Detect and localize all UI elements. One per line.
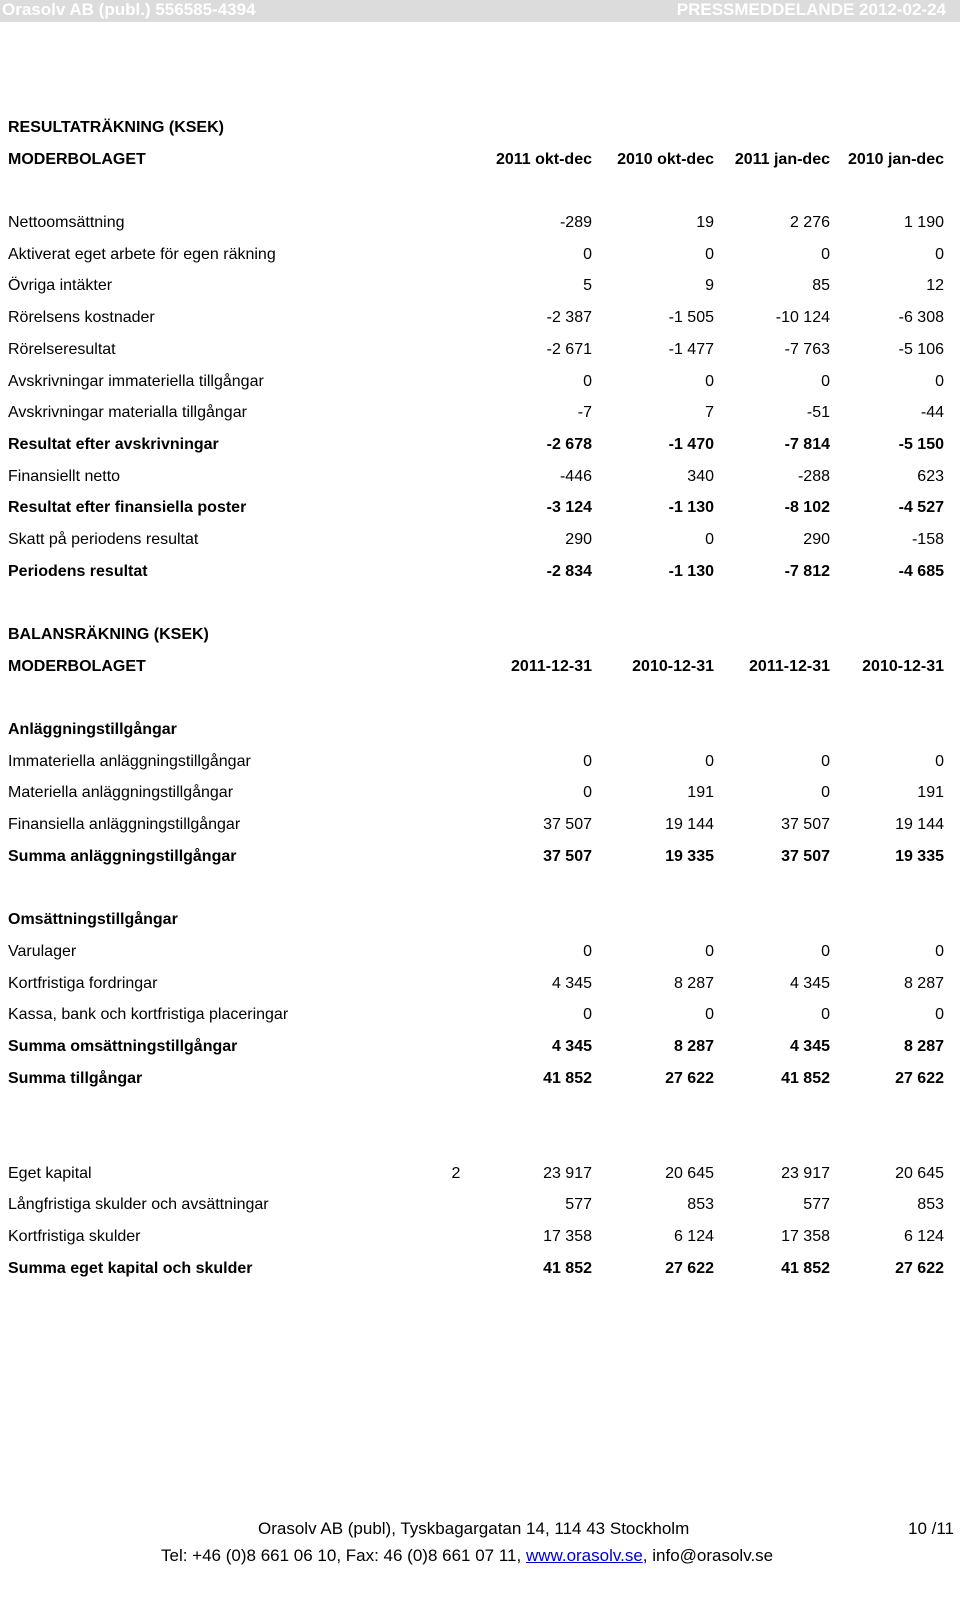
income-statement-title bbox=[8, 112, 954, 144]
row-value: -4 527 bbox=[898, 499, 944, 517]
entity-label: MODERBOLAGET bbox=[8, 150, 146, 168]
row-value: -51 bbox=[806, 404, 830, 422]
row-value: -288 bbox=[797, 467, 830, 485]
column-header: 2010-12-31 bbox=[862, 657, 944, 675]
table-row bbox=[8, 239, 954, 271]
row-value: 623 bbox=[917, 467, 944, 485]
row-value: 4 345 bbox=[789, 1037, 830, 1055]
row-value: 4 345 bbox=[551, 1037, 592, 1055]
row-value: 340 bbox=[687, 467, 714, 485]
financial-statements bbox=[8, 112, 954, 1284]
row-value: 0 bbox=[705, 942, 714, 960]
row-label: Resultat efter avskrivningar bbox=[8, 435, 219, 453]
row-value: 5 bbox=[583, 277, 592, 295]
row-value: -6 308 bbox=[898, 309, 944, 327]
table-row bbox=[8, 556, 954, 588]
row-label: Summa anläggningstillgångar bbox=[8, 847, 237, 865]
row-value: 853 bbox=[687, 1196, 714, 1214]
row-value: 27 622 bbox=[895, 1259, 944, 1277]
row-value: 0 bbox=[583, 942, 592, 960]
row-value: 41 852 bbox=[781, 1069, 830, 1087]
spacer-row bbox=[8, 175, 954, 207]
row-value: 9 bbox=[705, 277, 714, 295]
table-row bbox=[8, 1063, 954, 1095]
table-row bbox=[8, 1253, 954, 1285]
row-value: 6 124 bbox=[673, 1228, 714, 1246]
table-row bbox=[8, 524, 954, 556]
row-value: 0 bbox=[935, 752, 944, 770]
row-value: 8 287 bbox=[673, 1037, 714, 1055]
table-row bbox=[8, 1031, 954, 1063]
row-value: -7 812 bbox=[784, 562, 830, 580]
row-label: Resultat efter finansiella poster bbox=[8, 499, 247, 517]
row-value: 41 852 bbox=[781, 1259, 830, 1277]
row-value: 2 276 bbox=[789, 214, 830, 232]
income-header-row bbox=[8, 144, 954, 176]
balance-sheet-title bbox=[8, 619, 954, 651]
row-value: 6 124 bbox=[903, 1228, 944, 1246]
row-value: 41 852 bbox=[543, 1259, 592, 1277]
row-value: -1 477 bbox=[668, 340, 714, 358]
row-value: 19 335 bbox=[895, 847, 944, 865]
row-value: 290 bbox=[803, 530, 830, 548]
row-value: 20 645 bbox=[895, 1164, 944, 1182]
table-row bbox=[8, 1189, 954, 1221]
row-label: Långfristiga skulder och avsättningar bbox=[8, 1196, 269, 1214]
row-label: Eget kapital bbox=[8, 1164, 92, 1182]
row-value: -44 bbox=[920, 404, 944, 422]
row-value: -1 505 bbox=[668, 309, 714, 327]
row-value: 853 bbox=[917, 1196, 944, 1214]
row-label: Kortfristiga skulder bbox=[8, 1228, 141, 1246]
row-value: 7 bbox=[705, 404, 714, 422]
row-value: 0 bbox=[821, 372, 830, 390]
footer-phone-fax: Tel: +46 (0)8 661 06 10, Fax: 46 (0)8 661 07 11, bbox=[161, 1546, 526, 1565]
row-value: 0 bbox=[935, 372, 944, 390]
row-label: Avskrivningar immateriella tillgångar bbox=[8, 372, 264, 390]
row-value: 17 358 bbox=[781, 1228, 830, 1246]
row-label: Övriga intäkter bbox=[8, 277, 113, 295]
table-row bbox=[8, 968, 954, 1000]
row-label: Periodens resultat bbox=[8, 562, 148, 580]
row-value: 0 bbox=[821, 784, 830, 802]
row-value: 37 507 bbox=[781, 847, 830, 865]
row-label: Summa tillgångar bbox=[8, 1069, 143, 1087]
header-press-release-date: PRESSMEDDELANDE 2012-02-24 bbox=[676, 0, 946, 19]
row-value: 27 622 bbox=[665, 1259, 714, 1277]
row-value: 0 bbox=[705, 245, 714, 263]
column-header: 2010-12-31 bbox=[632, 657, 714, 675]
row-value: -5 150 bbox=[898, 435, 944, 453]
current-assets-heading-text: Omsättningstillgångar bbox=[8, 911, 178, 929]
table-row bbox=[8, 746, 954, 778]
row-label: Materiella anläggningstillgångar bbox=[8, 784, 234, 802]
table-row bbox=[8, 841, 954, 873]
table-row bbox=[8, 777, 954, 809]
row-value: 37 507 bbox=[543, 847, 592, 865]
row-label: Immateriella anläggningstillgångar bbox=[8, 752, 251, 770]
entity-label: MODERBOLAGET bbox=[8, 657, 146, 675]
row-value: -5 106 bbox=[898, 340, 944, 358]
row-value: 0 bbox=[583, 372, 592, 390]
row-label: Summa omsättningstillgångar bbox=[8, 1037, 238, 1055]
spacer-row bbox=[8, 682, 954, 714]
row-value: 19 335 bbox=[665, 847, 714, 865]
column-header: 2011 okt-dec bbox=[495, 150, 592, 168]
row-value: 0 bbox=[705, 752, 714, 770]
row-value: 0 bbox=[821, 942, 830, 960]
table-row bbox=[8, 429, 954, 461]
row-value: -2 387 bbox=[546, 309, 592, 327]
spacer-row bbox=[8, 873, 954, 905]
row-value: 1 190 bbox=[903, 214, 944, 232]
row-value: 4 345 bbox=[789, 974, 830, 992]
row-label: Skatt på periodens resultat bbox=[8, 530, 199, 548]
row-value: -1 130 bbox=[668, 562, 714, 580]
website-link[interactable]: www.orasolv.se bbox=[525, 1546, 643, 1565]
column-header: 2010 jan-dec bbox=[847, 150, 944, 168]
row-value: 577 bbox=[803, 1196, 830, 1214]
table-row bbox=[8, 999, 954, 1031]
row-label: Finansiella anläggningstillgångar bbox=[8, 816, 241, 834]
row-label: Varulager bbox=[8, 942, 77, 960]
table-row bbox=[8, 207, 954, 239]
row-value: -10 124 bbox=[775, 309, 830, 327]
row-value: -2 834 bbox=[546, 562, 592, 580]
table-row bbox=[8, 1158, 954, 1190]
page-header bbox=[0, 0, 960, 22]
row-value: 577 bbox=[565, 1196, 592, 1214]
row-value: 0 bbox=[583, 1006, 592, 1024]
row-value: 0 bbox=[935, 942, 944, 960]
row-value: 8 287 bbox=[903, 974, 944, 992]
fixed-assets-heading bbox=[8, 714, 954, 746]
row-value: -289 bbox=[559, 214, 592, 232]
row-value: 0 bbox=[583, 784, 592, 802]
row-value: 0 bbox=[821, 245, 830, 263]
row-label: Avskrivningar materialla tillgångar bbox=[8, 404, 247, 422]
fixed-assets-heading-text: Anläggningstillgångar bbox=[8, 721, 177, 739]
row-value: -4 685 bbox=[898, 562, 944, 580]
row-value: 0 bbox=[583, 245, 592, 263]
row-value: 37 507 bbox=[543, 816, 592, 834]
row-value: 0 bbox=[583, 752, 592, 770]
current-assets-heading bbox=[8, 904, 954, 936]
footer-address: Orasolv AB (publ), Tyskbagargatan 14, 114 43 Stockholm bbox=[258, 1519, 690, 1538]
row-value: 290 bbox=[565, 530, 592, 548]
spacer-row bbox=[8, 1126, 954, 1158]
balance-header-row bbox=[8, 651, 954, 683]
row-label: Finansiellt netto bbox=[8, 467, 121, 485]
table-row bbox=[8, 334, 954, 366]
table-row bbox=[8, 366, 954, 398]
row-value: -1 130 bbox=[668, 499, 714, 517]
row-label: Aktiverat eget arbete för egen räkning bbox=[8, 245, 276, 263]
table-row bbox=[8, 461, 954, 493]
row-label: Kassa, bank och kortfristiga placeringar bbox=[8, 1006, 289, 1024]
row-value: -158 bbox=[911, 530, 944, 548]
row-value: 37 507 bbox=[781, 816, 830, 834]
row-value: -7 814 bbox=[784, 435, 830, 453]
table-row bbox=[8, 1221, 954, 1253]
footer-contact bbox=[161, 1546, 773, 1566]
row-value: 0 bbox=[935, 245, 944, 263]
row-value: 0 bbox=[821, 1006, 830, 1024]
row-value: 19 bbox=[696, 214, 714, 232]
table-row bbox=[8, 302, 954, 334]
row-value: -446 bbox=[559, 467, 592, 485]
row-value: 41 852 bbox=[543, 1069, 592, 1087]
row-label: Rörelseresultat bbox=[8, 340, 116, 358]
row-value: 12 bbox=[926, 277, 944, 295]
table-row bbox=[8, 809, 954, 841]
row-value: 0 bbox=[705, 1006, 714, 1024]
row-value: -7 bbox=[577, 404, 592, 422]
row-value: 0 bbox=[935, 1006, 944, 1024]
row-value: -8 102 bbox=[784, 499, 830, 517]
row-value: 85 bbox=[812, 277, 830, 295]
column-header: 2011-12-31 bbox=[511, 657, 592, 675]
header-company: Orasolv AB (publ.) 556585-4394 bbox=[2, 0, 256, 19]
row-value: 19 144 bbox=[895, 816, 944, 834]
table-row bbox=[8, 397, 954, 429]
table-row bbox=[8, 936, 954, 968]
spacer-row bbox=[8, 587, 954, 619]
row-value: -7 763 bbox=[784, 340, 830, 358]
row-label: Nettoomsättning bbox=[8, 214, 125, 232]
row-value: 4 345 bbox=[551, 974, 592, 992]
row-value: -3 124 bbox=[546, 499, 592, 517]
row-value: 19 144 bbox=[665, 816, 714, 834]
column-header: 2011 jan-dec bbox=[734, 150, 830, 168]
row-value: 23 917 bbox=[781, 1164, 830, 1182]
page-number: 10 /11 bbox=[908, 1519, 955, 1538]
row-value: 191 bbox=[687, 784, 714, 802]
table-row bbox=[8, 492, 954, 524]
row-value: 0 bbox=[705, 530, 714, 548]
row-label: Rörelsens kostnader bbox=[8, 309, 155, 327]
row-value: -2 671 bbox=[546, 340, 592, 358]
row-label: Summa eget kapital och skulder bbox=[8, 1259, 253, 1277]
row-value: -2 678 bbox=[546, 435, 592, 453]
footer-email: , info@orasolv.se bbox=[642, 1546, 774, 1565]
row-value: 191 bbox=[917, 784, 944, 802]
balance-sheet-title-text: BALANSRÄKNING (KSEK) bbox=[8, 626, 209, 643]
row-value: -1 470 bbox=[668, 435, 714, 453]
note-reference: 2 bbox=[451, 1164, 461, 1182]
row-value: 27 622 bbox=[895, 1069, 944, 1087]
row-value: 17 358 bbox=[543, 1228, 592, 1246]
table-row bbox=[8, 270, 954, 302]
column-header: 2011-12-31 bbox=[749, 657, 830, 675]
row-value: 23 917 bbox=[543, 1164, 592, 1182]
row-value: 8 287 bbox=[903, 1037, 944, 1055]
row-value: 0 bbox=[705, 372, 714, 390]
income-statement-title-text: RESULTATRÄKNING (KSEK) bbox=[8, 119, 224, 136]
row-value: 20 645 bbox=[665, 1164, 714, 1182]
spacer-row bbox=[8, 1094, 954, 1126]
row-value: 27 622 bbox=[665, 1069, 714, 1087]
row-label: Kortfristiga fordringar bbox=[8, 974, 158, 992]
column-header: 2010 okt-dec bbox=[617, 150, 714, 168]
row-value: 0 bbox=[821, 752, 830, 770]
row-value: 8 287 bbox=[673, 974, 714, 992]
